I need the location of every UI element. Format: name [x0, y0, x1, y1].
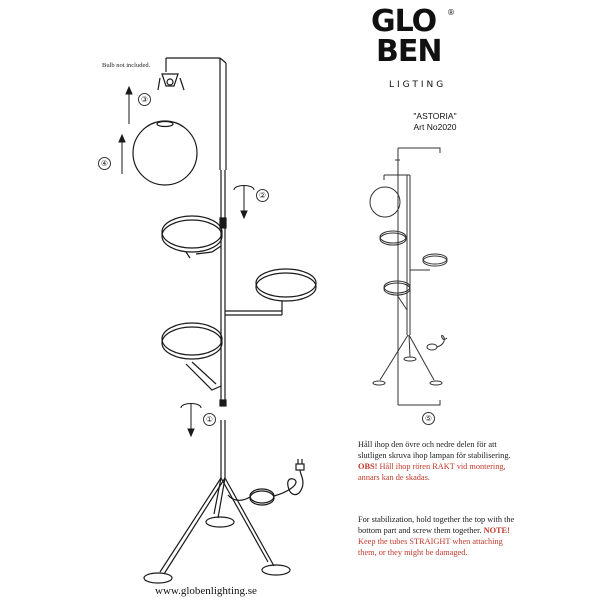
instructions-swedish-warning-text: Håll ihop rören RAKT vid montering, annars kan de skadas.: [358, 462, 506, 482]
instructions-english-warning-text: Keep the tubes STRAIGHT when attaching them, or they might be damaged.: [358, 537, 503, 557]
step-marker-5: ⑤: [422, 412, 435, 425]
registered-mark: ®: [447, 8, 455, 17]
step-marker-1: ①: [203, 413, 216, 426]
instructions-english: [358, 514, 523, 558]
instructions-english-warning-label: NOTE!: [483, 526, 510, 535]
logo-subtitle: LIGTING: [389, 80, 447, 90]
logo-line-2: BEN: [376, 34, 442, 69]
step-marker-2: ②: [256, 189, 269, 202]
instructions-swedish: [358, 439, 523, 483]
website-link[interactable]: www.globenlighting.se: [155, 585, 257, 597]
instructions-swedish-text: Håll ihop den övre och nedre delen för att slutligen skruva ihop lampan för stabilisering.: [358, 440, 511, 460]
bulb-not-included-note: Bulb not included.: [102, 62, 151, 69]
step-marker-4: ④: [98, 157, 111, 170]
instructions-english-text: For stabilization, hold together the top with the bottom part and screw them together.: [358, 515, 515, 535]
step-marker-3: ③: [138, 93, 151, 106]
logo-line-1: GLO: [371, 4, 437, 39]
instructions-swedish-warning-label: OBS!: [358, 462, 378, 471]
product-article-number: Art No2020: [413, 122, 457, 132]
product-name: "ASTORIA": [413, 111, 457, 121]
